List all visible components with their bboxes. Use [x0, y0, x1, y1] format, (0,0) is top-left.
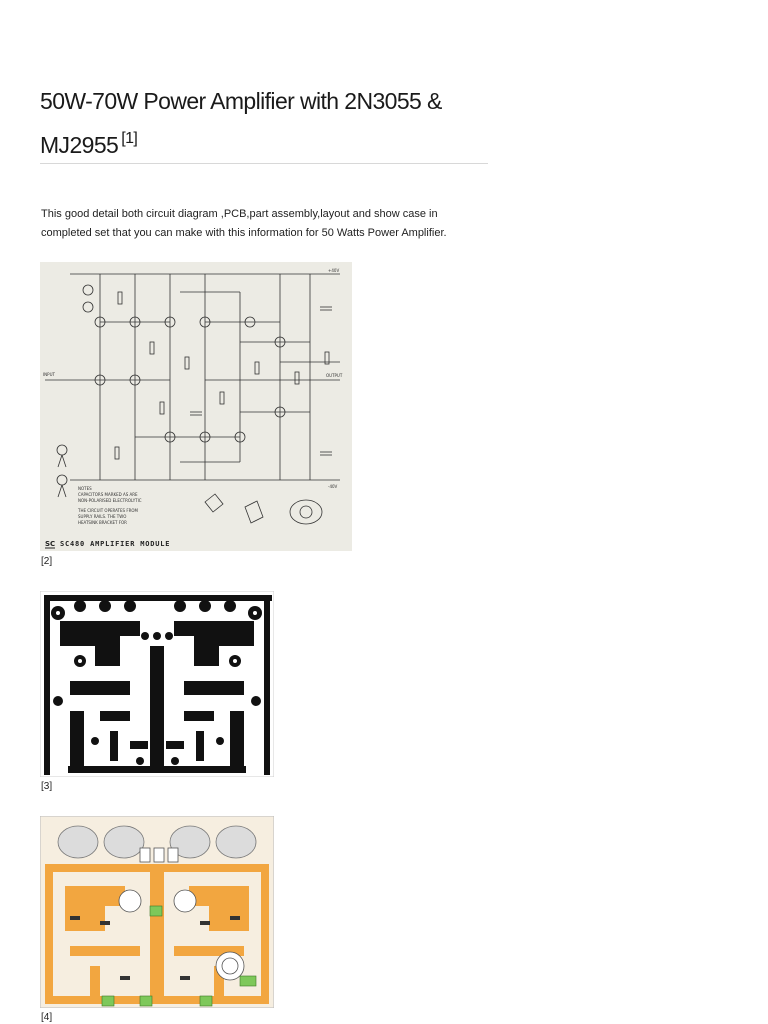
svg-text:NON-POLARISED ELECTROLYTIC: NON-POLARISED ELECTROLYTIC [78, 498, 142, 503]
svg-text:SUPPLY RAILS. THE TWO: SUPPLY RAILS. THE TWO [78, 514, 127, 519]
schematic-image[interactable] [40, 262, 352, 551]
page-title [40, 82, 490, 164]
svg-text:HEATSINK BRACKET FOR: HEATSINK BRACKET FOR [78, 520, 127, 525]
schematic-caption: SC480 AMPLIFIER MODULE [60, 540, 171, 548]
pcb-layout-image[interactable] [40, 591, 274, 777]
figure-reference-2[interactable]: [2] [41, 556, 53, 567]
schematic-drawing [40, 262, 352, 551]
svg-text:NOTES: NOTES [78, 486, 92, 491]
figure-reference-4[interactable]: [4] [41, 1012, 53, 1023]
assembly-layout-image[interactable] [40, 816, 274, 1008]
title-divider [40, 163, 488, 164]
intro-paragraph: This good detail both circuit diagram ,PCB,part assembly,layout and show case in completed set that you can make with this information for 50 Watts Power Amplifier. [41, 208, 447, 239]
title-text: 50W-70W Power Amplifier with 2N3055 & MJ2955 [40, 88, 442, 158]
assembly-drawing [40, 816, 274, 1008]
svg-text:CAPACITORS MARKED AS ARE: CAPACITORS MARKED AS ARE [78, 492, 138, 497]
title-reference[interactable]: [1] [121, 130, 138, 147]
svg-text:THE CIRCUIT OPERATES FROM: THE CIRCUIT OPERATES FROM [78, 508, 139, 513]
figure-reference-3[interactable]: [3] [41, 781, 53, 792]
pcb-drawing [40, 591, 274, 777]
schematic-logo: SC [45, 540, 56, 548]
svg-text:-40V: -40V [328, 484, 338, 489]
svg-text:OUTPUT: OUTPUT [326, 373, 343, 378]
svg-text:+40V: +40V [328, 268, 340, 273]
svg-text:INPUT: INPUT [43, 372, 55, 377]
